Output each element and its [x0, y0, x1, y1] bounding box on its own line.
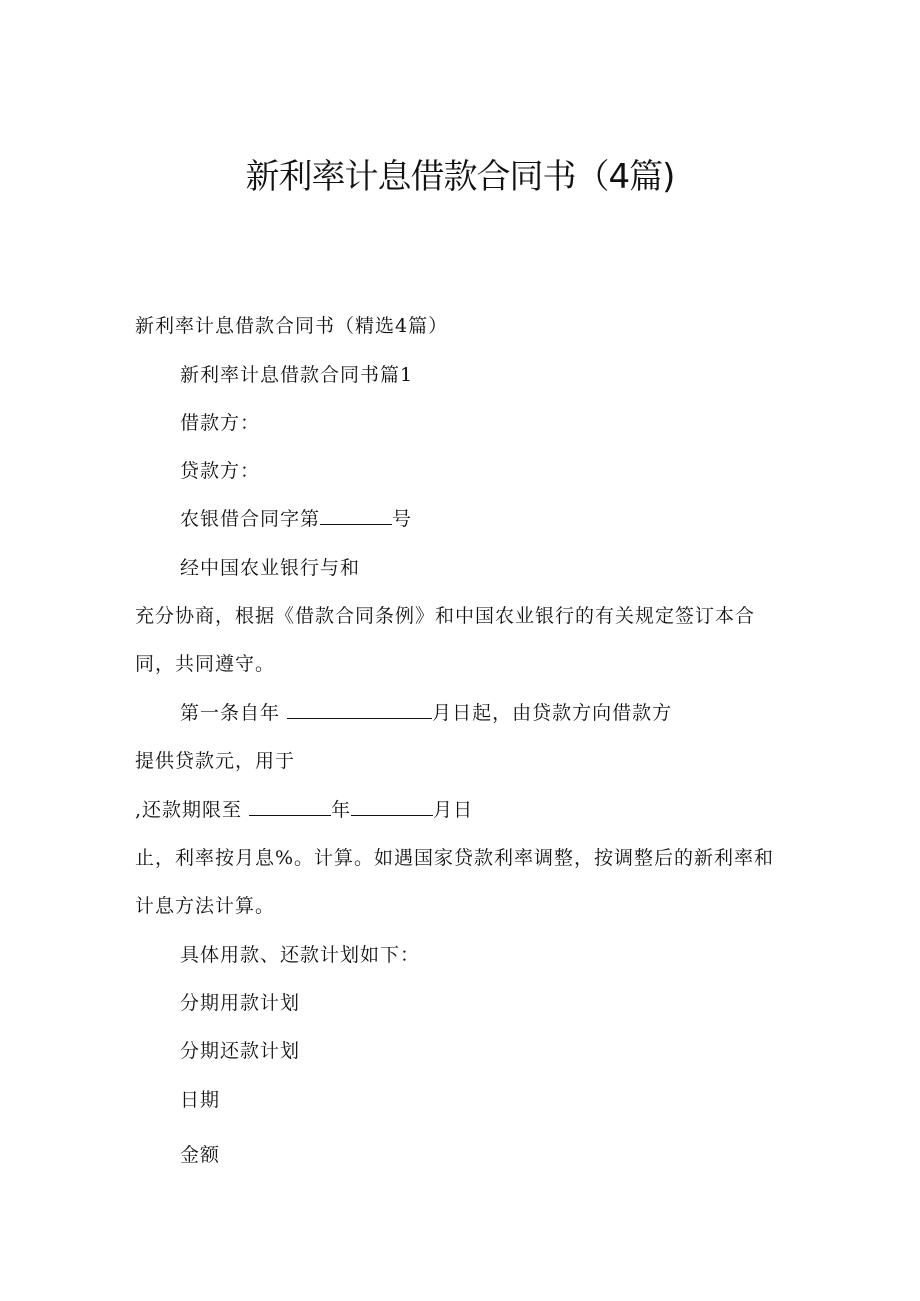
plan-repay-heading: 分期还款计划 — [180, 1040, 301, 1062]
contract-number-suffix: 号 — [392, 508, 413, 530]
article-1-start: 第一条自年 — [180, 702, 281, 724]
lender-label: 贷款方： — [180, 460, 261, 482]
paragraph-line: 充分协商，根据《借款合同条例》和中国农业银行的有关规定签订本合 — [135, 605, 756, 627]
section-heading: 新利率计息借款合同书篇1 — [180, 364, 414, 386]
month-blank — [351, 797, 433, 816]
borrower-label: 借款方： — [180, 412, 261, 434]
paragraph-line: 计息方法计算。 — [135, 895, 276, 917]
repayment-term-line — [135, 797, 473, 823]
paragraph-line: 止，利率按月息%。计算。如遇国家贷款利率调整，按调整后的新利率和 — [135, 847, 775, 869]
contract-number-prefix: 农银借合同字第 — [180, 508, 321, 530]
contract-number-line — [180, 506, 412, 532]
repayment-term-start: ,还款期限至 — [135, 799, 243, 821]
article-1-line — [180, 700, 672, 726]
year-blank — [249, 797, 331, 816]
paragraph-line: 提供贷款元，用于 — [135, 750, 296, 772]
paragraph-line: 经中国农业银行与和 — [180, 557, 361, 579]
plan-use-heading: 分期用款计划 — [180, 992, 301, 1014]
month-day-label: 月日 — [433, 799, 474, 821]
paragraph-line: 同，共同遵守。 — [135, 653, 276, 675]
date-blank — [287, 700, 432, 719]
column-amount: 金额 — [180, 1144, 221, 1166]
article-1-continue: 月日起，由贷款方向借款方 — [432, 702, 673, 724]
contract-number-blank — [320, 506, 392, 525]
document-subtitle: 新利率计息借款合同书（精选4篇） — [135, 315, 449, 337]
column-date: 日期 — [180, 1089, 221, 1111]
page-title: 新利率计息借款合同书（4篇) — [245, 157, 675, 197]
plan-intro: 具体用款、还款计划如下： — [180, 944, 421, 966]
year-label: 年 — [331, 799, 352, 821]
